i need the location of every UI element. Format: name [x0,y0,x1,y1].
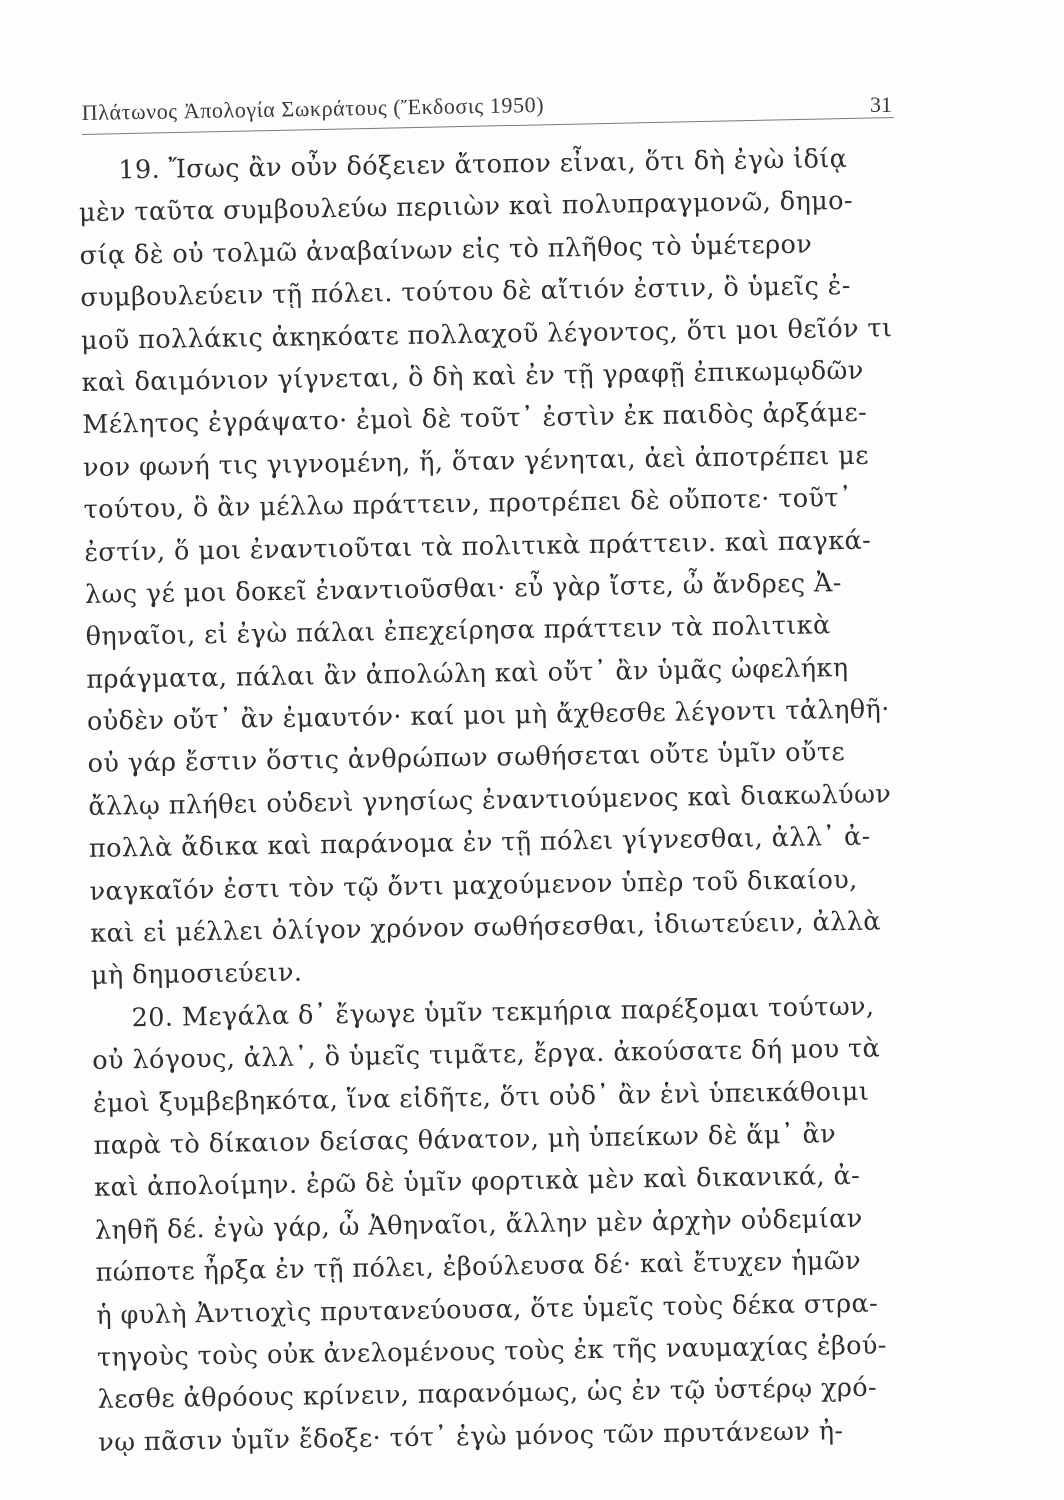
running-title: Πλάτωνος Ἀπολογία Σωκράτους (Ἔκδοσις 1950) [81,91,545,126]
text-line: οὐ λόγους, ἀλλ᾽, ὃ ὑμεῖς τιμᾶτε, ἔργα. ἀκούσατε δή μου τὰ [92,1033,881,1077]
text-line: μὴ δημοσιεύειν. [90,958,303,992]
text-line: ἐμοὶ ξυμβεβηκότα, ἵνα εἰδῆτε, ὅτι οὐδ᾽ ἂν ἑνὶ ὑπεικάθοιμι [92,1076,870,1119]
text-line: ἄλλῳ πλήθει οὐδενὶ γνησίως ἐναντιούμενος καὶ διακωλύων [88,779,892,822]
text-line: Μέλητος ἐγράψατο· ἐμοὶ δὲ τοῦτ᾽ ἐστὶν ἐκ παιδὸς ἀρξάμε- [82,397,868,441]
text-line: καὶ ἀπολοίμην. ἐρῶ δὲ ὑμῖν φορτικὰ μὲν καὶ δικανικά, ἀ- [94,1161,861,1204]
text-line: ναγκαῖόν ἐστι τὸν τῷ ὄντι μαχούμενον ὑπὲρ τοῦ δικαίου, [89,864,858,907]
text-line: θηναῖοι, εἰ ἐγὼ πάλαι ἐπεχείρησα πράττειν τὰ πολιτικὰ [85,610,831,653]
text-line: πράγματα, πάλαι ἂν ἀπολώλη καὶ οὔτ᾽ ἂν ὑμᾶς ὠφελήκη [86,652,849,695]
text-line: 19. Ἴσως ἂν οὖν δόξειεν ἄτοπον εἶναι, ὅτι δὴ ἐγὼ ἰδίᾳ [118,143,848,186]
text-line: μὲν ταῦτα συμβουλεύω περιιὼν καὶ πολυπραγμονῶ, δημο- [78,186,854,229]
text-line: μοῦ πολλάκις ἀκηκόατε πολλαχοῦ λέγοντος, ὅτι μοι θεῖόν τι [80,312,893,356]
text-line: οὐ γάρ ἔστιν ὅστις ἀνθρώπων σωθήσεται οὔτε ὑμῖν οὔτε [87,737,846,780]
text-line: συμβουλεύειν τῇ πόλει. τούτου δὲ αἴτιόν ἐστιν, ὃ ὑμεῖς ἐ- [80,271,852,314]
text-line: πολλὰ ἄδικα καὶ παράνομα ἐν τῇ πόλει γίγνεσθαι, ἀλλ᾽ ἀ- [88,821,871,865]
text-line: ἡ φυλὴ Ἀντιοχὶς πρυτανεύουσα, ὅτε ὑμεῖς τοὺς δέκα στρα- [96,1288,879,1331]
text-line: οὐδὲν οὔτ᾽ ἂν ἐμαυτόν· καί μοι μὴ ἄχθεσθε λέγοντι τἀληθῆ· [86,694,890,738]
running-head [82,92,902,136]
text-line: λως γέ μοι δοκεῖ ἐναντιοῦσθαι· εὖ γὰρ ἴστε, ὦ ἄνδρες Ἀ- [84,567,842,610]
text-line: 20. Μεγάλα δ᾽ ἔγωγε ὑμῖν τεκμήρια παρέξομαι τούτων, [131,991,875,1034]
text-line: πώποτε ἦρξα ἐν τῇ πόλει, ἐβούλευσα δέ· καὶ ἔτυχεν ἡμῶν [95,1245,862,1289]
text-line: ληθῆ δέ. ἐγὼ γάρ, ὦ Ἀθηναῖοι, ἄλλην μὲν ἀρχὴν οὐδεμίαν [94,1203,863,1246]
page-number: 31 [870,92,892,117]
text-line: ἐστίν, ὅ μοι ἐναντιοῦται τὰ πολιτικὰ πράττειν. καὶ παγκά- [84,525,872,568]
text-line: καὶ δαιμόνιον γίγνεται, ὃ δὴ καὶ ἐν τῇ γραφῇ ἐπικωμῳδῶν [81,355,864,398]
text-line: καὶ εἰ μέλλει ὀλίγον χρόνον σωθήσεσθαι, ἰδιωτεύειν, ἀλλὰ [90,906,882,949]
text-body [78,136,959,1463]
text-line: σίᾳ δὲ οὐ τολμῶ ἀναβαίνων εἰς τὸ πλῆθος τὸ ὑμέτερον [79,229,813,271]
text-line: λεσθε ἀθρόους κρίνειν, παρανόμως, ὡς ἐν τῷ ὑστέρῳ χρό- [97,1372,878,1416]
text-line: νον φωνή τις γιγνομένη, ἥ, ὅταν γένηται, ἀεὶ ἀποτρέπει με [82,440,870,483]
text-line: τηγοὺς τοὺς οὐκ ἀνελομένους τοὺς ἐκ τῆς ναυμαχίας ἐβού- [96,1330,888,1373]
text-line: νῳ πᾶσιν ὑμῖν ἔδοξε· τότ᾽ ἐγὼ μόνος τῶν πρυτάνεων ἠ- [98,1415,844,1458]
text-line: παρὰ τὸ δίκαιον δείσας θάνατον, μὴ ὑπείκων δὲ ἅμ᾽ ἂν [93,1119,837,1161]
text-line: τούτου, ὃ ἂν μέλλω πράττειν, προτρέπει δὲ οὔποτε· τοῦτ᾽ [83,483,853,526]
